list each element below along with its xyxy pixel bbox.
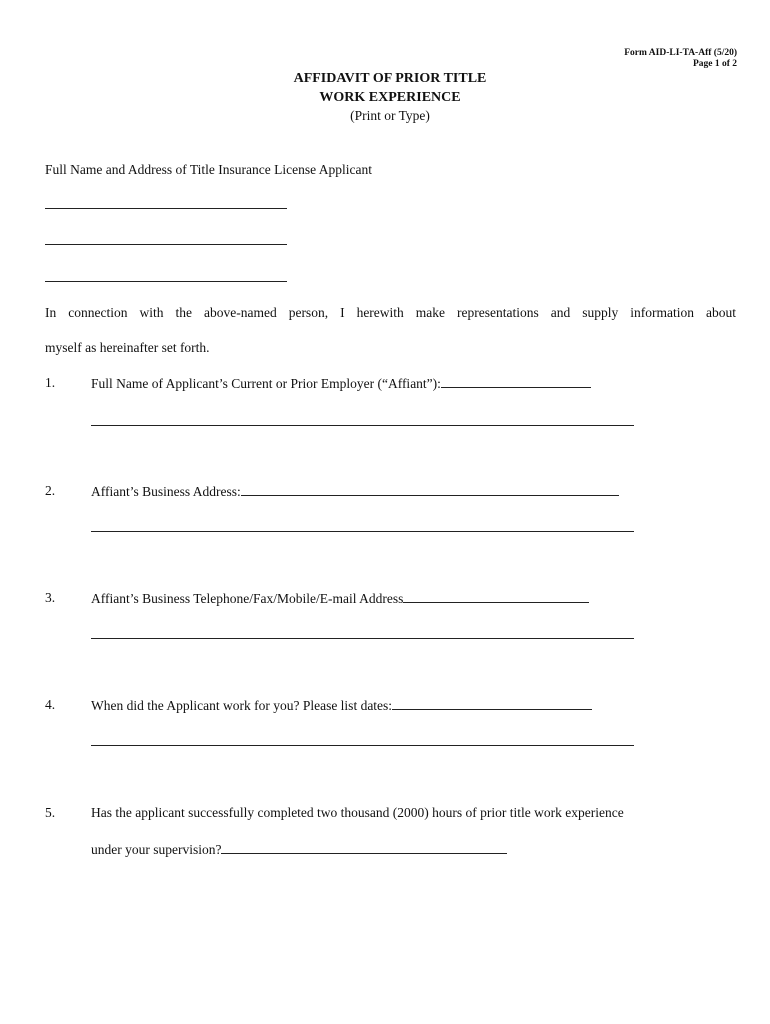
item-4-label: When did the Applicant work for you? Please list dates: (91, 698, 393, 713)
item-2-label: Affiant’s Business Address: (91, 484, 241, 499)
applicant-line-2[interactable] (45, 244, 287, 245)
item-4-number: 4. (45, 697, 56, 712)
item-5-text-continued (91, 840, 507, 859)
item-3-label: Affiant’s Business Telephone/Fax/Mobile/E-mail Address (91, 591, 404, 606)
item-2-line-2[interactable] (91, 531, 634, 532)
item-4-line-2[interactable] (91, 745, 634, 746)
item-2-number: 2. (45, 483, 56, 498)
page-number: Page 1 of 2 (692, 59, 737, 69)
item-2-text (91, 482, 619, 501)
form-identifier (624, 48, 737, 70)
item-2-inline-field[interactable] (241, 482, 619, 496)
applicant-line-1[interactable] (45, 208, 287, 209)
intro-line-1: In connection with the above-named person, I herewith make representations and supply information about (45, 305, 736, 320)
item-3-inline-field[interactable] (403, 589, 589, 603)
item-1-inline-field[interactable] (441, 374, 591, 388)
item-5-inline-field[interactable] (221, 840, 507, 854)
print-or-type-instruction: (Print or Type) (350, 108, 430, 123)
item-1-line-2[interactable] (91, 425, 634, 426)
document-title-line-2: WORK EXPERIENCE (319, 90, 461, 105)
applicant-label: Full Name and Address of Title Insurance License Applicant (45, 162, 372, 177)
item-1-label: Full Name of Applicant’s Current or Prior Employer (“Affiant”): (91, 376, 441, 391)
item-1-text (91, 374, 591, 393)
item-3-number: 3. (45, 590, 56, 605)
form-id: Form AID-LI-TA-Aff (5/20) (624, 48, 737, 58)
item-1-number: 1. (45, 375, 56, 390)
item-4-inline-field[interactable] (392, 696, 592, 710)
item-5-number: 5. (45, 805, 56, 820)
item-5-text: Has the applicant successfully completed two thousand (2000) hours of prior title work experience (91, 805, 624, 820)
item-4-text (91, 696, 592, 715)
document-title-line-1: AFFIDAVIT OF PRIOR TITLE (293, 71, 487, 86)
item-3-line-2[interactable] (91, 638, 634, 639)
item-3-text (91, 589, 589, 608)
item-5-label-2: under your supervision? (91, 842, 222, 857)
intro-line-2: myself as hereinafter set forth. (45, 340, 210, 355)
applicant-line-3[interactable] (45, 281, 287, 282)
